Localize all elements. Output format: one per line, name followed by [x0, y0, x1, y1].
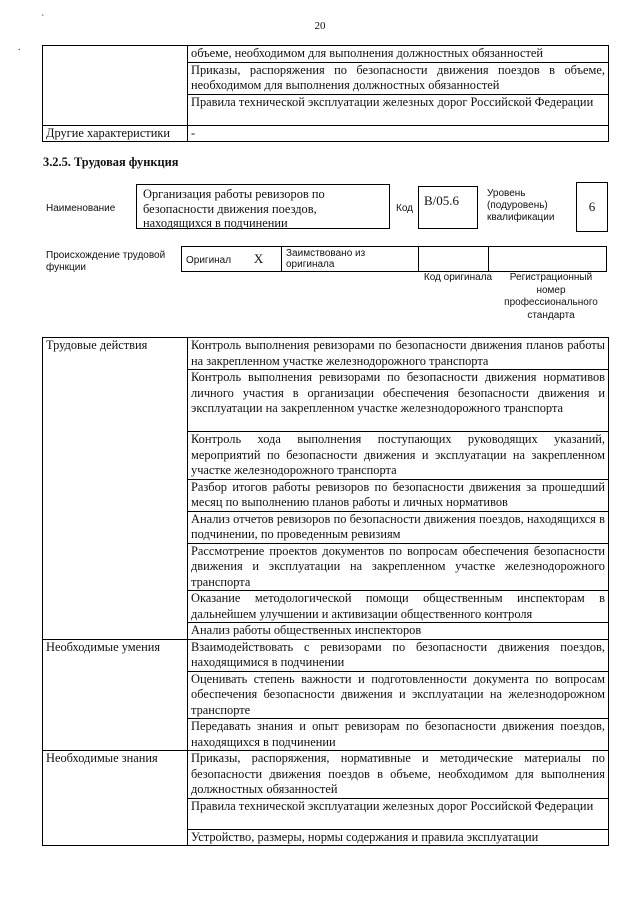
table-cell: Правила технической эксплуатации железных дорог Российской Федерации: [188, 94, 609, 125]
code-original-cell: [419, 247, 489, 272]
row-label: Другие характеристики: [43, 125, 188, 142]
table-cell: Оценивать степень важности и подготовленности документа по вопросам обеспечения безопасности движения и эксплуатации на железнодорожном транспорте: [188, 671, 609, 719]
table-cell: Приказы, распоряжения по безопасности движения поездов в объеме, необходимом для выполнения должностных обязанностей: [188, 62, 609, 94]
section-title: 3.2.5. Трудовая функция: [43, 155, 179, 169]
table-cell: Анализ работы общественных инспекторов: [188, 623, 609, 640]
table-cell: объеме, необходимом для выполнения должностных обязанностей: [188, 46, 609, 63]
main-table: [42, 337, 609, 846]
name-label: Наименование: [46, 203, 116, 214]
row-label: Необходимые знания: [43, 751, 188, 846]
level-label: Уровень (подуровень) квалификации: [487, 188, 555, 223]
table-cell: Устройство, размеры, нормы содержания и правила эксплуатации: [188, 829, 609, 846]
row-label: Необходимые умения: [43, 639, 188, 751]
reg-number-cell: [489, 247, 607, 272]
table-cell: Контроль выполнения ревизорами по безопасности движения планов работы на закрепленном участке железнодорожного транспорта: [188, 338, 609, 370]
reg-caption: Регистрационный номер профессионального стандарта: [504, 272, 598, 321]
table-cell: Приказы, распоряжения, нормативные и методические материалы по безопасности движения поездов в объеме, необходимом для выполнения должностных обязанностей: [188, 751, 609, 799]
scan-mark: `: [41, 14, 45, 25]
scan-mark: .: [18, 42, 21, 53]
function-name: Организация работы ревизоров по безопасности движения поездов, находящихся в подчинении: [136, 184, 390, 229]
table-cell: Рассмотрение проектов документов по вопросам обеспечения безопасности движения и эксплуатации на закрепленном участке железнодорожного транспорта: [188, 543, 609, 591]
level-value: 6: [576, 182, 608, 232]
table-cell: -: [188, 125, 609, 142]
borrowed-label: Заимствовано из оригинала: [282, 247, 419, 272]
code-label: Код: [396, 203, 414, 214]
top-table: [42, 45, 609, 142]
table-cell: Контроль выполнения ревизорами по безопасности движения нормативов личного участия в организации обеспечения безопасности движения и эксплуатации на закрепленном участке железнодорожного транспорта: [188, 370, 609, 432]
origin-label: Происхождение трудовой функции: [46, 250, 166, 273]
code-caption: Код оригинала: [423, 272, 493, 283]
table-cell: Оказание методологической помощи общественным инспекторам в дальнейшем улучшении и активизации общественного контроля: [188, 591, 609, 623]
original-mark: X: [253, 250, 264, 266]
row-label: Трудовые действия: [43, 338, 188, 640]
table-cell: Правила технической эксплуатации железных дорог Российской Федерации: [188, 798, 609, 829]
origin-table: [181, 246, 607, 272]
code-value: B/05.6: [418, 186, 478, 229]
original-cell: [182, 247, 282, 272]
table-cell: Разбор итогов работы ревизоров по безопасности движения за прошедший месяц по выполнению планов работы и личных нормативов: [188, 479, 609, 511]
table-cell: Анализ отчетов ревизоров по безопасности движения поездов, находящихся в подчинении, по проведенным ревизиям: [188, 511, 609, 543]
table-cell: Контроль хода выполнения поступающих руководящих указаний, мероприятий по безопасности движения и эксплуатации на закрепленном участке железнодорожного транспорта: [188, 432, 609, 480]
table-cell: Взаимодействовать с ревизорами по безопасности движения поездов, находящимися в подчинении: [188, 639, 609, 671]
page-number: 20: [314, 20, 326, 32]
original-label: Оригинал: [186, 254, 232, 266]
table-cell: Передавать знания и опыт ревизорам по безопасности движения поездов, находящихся в подчинении: [188, 719, 609, 751]
row-label: [43, 46, 188, 126]
